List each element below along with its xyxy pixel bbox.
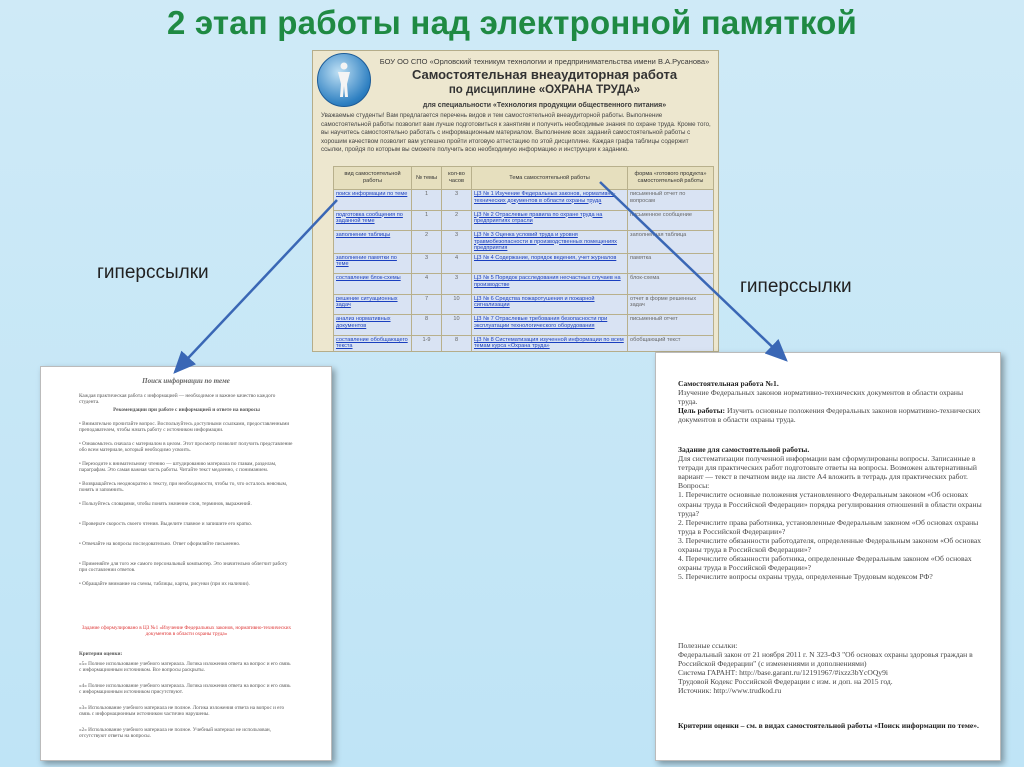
doc-left-criteria-item: «2» Использование учебного материала не полное. Учебный материал не использован, отсутствуют ответы на вопросы. bbox=[79, 727, 271, 740]
task-form: письменный отчет bbox=[628, 315, 714, 336]
doc-right-question: 3. Перечислите обязанности работодателя, определенные Федеральным законом «Об основах охраны труда в Российской Федерации»? bbox=[678, 535, 982, 555]
memo-discipline: по дисциплине «ОХРАНА ТРУДА» bbox=[448, 84, 641, 96]
memo-org: БОУ ОО СПО «Орловский техникум технологии и предпринимательства имени В.А.Русанова» bbox=[379, 57, 710, 66]
task-num: 7 bbox=[412, 294, 442, 315]
task-kind-link[interactable]: заполнение таблицы bbox=[334, 231, 412, 254]
task-num: 2 bbox=[412, 231, 442, 254]
task-kind-link[interactable]: составление блок-схемы bbox=[334, 274, 412, 295]
doc-right-links-label: Полезные ссылки: bbox=[678, 641, 738, 650]
memo-specialty: для специальности «Технология продукции общественного питания» bbox=[422, 102, 667, 109]
memo-title: Самостоятельная внеаудиторная работа bbox=[411, 67, 678, 82]
task-kind-link[interactable]: заполнение памятки по теме bbox=[334, 253, 412, 274]
col-header-topic: Тема самостоятельной работы bbox=[472, 167, 628, 190]
task-kind-link[interactable]: анализ нормативных документов bbox=[334, 315, 412, 336]
doc-left-criteria-item: «4» Полное использование учебного материала. Логика изложения ответа на вопрос и его связь с информационным источником присутствуют. bbox=[79, 683, 291, 696]
doc-right-work-sub: Изучение Федеральных законов нормативно-технических документов в области охраны труда. bbox=[678, 388, 964, 407]
col-header-form: форма «готового продукта» самостоятельной работы bbox=[628, 167, 714, 190]
doc-left-paragraph: • Внимательно прочитайте вопрос. Воспользуйтесь доступными ссылками, предоставленными преподавателем, чтобы начать работу с источником информации. bbox=[79, 421, 290, 434]
doc-left-paragraph: Каждая практическая работа с информацией — необходимое и важное качество каждого студента. bbox=[79, 393, 276, 406]
task-kind-link[interactable]: поиск информации по теме bbox=[334, 190, 412, 211]
doc-left-criteria-item: «3» Использование учебного материала не полное. Логика изложения ответа на вопрос и его связь с информационным источником частично нарушены. bbox=[79, 705, 285, 718]
hyperlinks-label-left: гиперссылки bbox=[97, 262, 209, 283]
task-form: письменный отчет по вопросам bbox=[628, 190, 714, 211]
doc-right-link: Трудовой Кодекс Российской Федерации с изм. и доп. на 2015 год. bbox=[678, 677, 893, 687]
task-kind-link[interactable]: решение ситуационных задач bbox=[334, 294, 412, 315]
doc-right-question: 4. Перечислите обязанности работника, определенные Федеральным законом «Об основах охраны труда в Российской Федерации»? bbox=[678, 554, 972, 573]
doc-right-criteria: Критерии оценки – см. в видах самостоятельной работы «Поиск информации по теме». bbox=[678, 721, 979, 730]
doc-left-criteria-title: Критерии оценки: bbox=[79, 651, 123, 657]
col-header-hours: кол-во часов bbox=[442, 167, 472, 190]
doc-right-link: Федеральный закон от 21 ноября 2011 г. N 323-ФЗ "Об основах охраны здоровья граждан в Российской Федерации" (с изменениями и дополнениями) bbox=[678, 650, 973, 669]
doc-left-criteria-item: «5» Полное использование учебного материала. Логика изложения ответа на вопрос и его связь с информационным источником. Все вопросы раскрыты. bbox=[79, 661, 291, 674]
doc-left-paragraph: • Отвечайте на вопросы последовательно. Ответ оформляйте письменно. bbox=[79, 541, 241, 547]
task-hours: 10 bbox=[442, 315, 472, 336]
task-num: 3 bbox=[412, 253, 442, 274]
task-form: памятка bbox=[628, 253, 714, 274]
col-header-kind: вид самостоятельной работы bbox=[334, 167, 412, 190]
task-hours: 2 bbox=[442, 210, 472, 231]
doc-left-title: Поиск информации по теме bbox=[142, 377, 230, 385]
doc-left-paragraph: • Обращайте внимание на схемы, таблицы, карты, рисунки (при их наличии). bbox=[79, 581, 250, 587]
task-topic-link[interactable]: ЦЗ № 7 Отраслевые требования безопасности при эксплуатации технологического оборудования bbox=[472, 315, 628, 336]
task-num: 4 bbox=[412, 274, 442, 295]
arrow-left bbox=[175, 200, 337, 372]
doc-right-task-title: Задание для самостоятельной работы. bbox=[678, 445, 810, 454]
doc-right-task-text: Для систематизации полученной информации вам сформулированы вопросы. Записанные в тетради для практических работ подготовьте ответы на вопросы. Возможен альтернативный вариант — текст в печатном виде на листе А4 вложить в тетрадь для практических работ. bbox=[678, 454, 977, 482]
task-hours: 3 bbox=[442, 231, 472, 254]
doc-left-paragraph: • Переходите к внимательному чтению — штудированию материала по главам, разделам, параграфам. Это самая важная часть работы. Читайте текст медленно, с пониманием. bbox=[79, 461, 277, 474]
doc-left-task: Задание сформулировано в ЦЗ №1 «Изучение Федеральных законов, нормативно-технических документов в области охраны труда» bbox=[81, 625, 292, 638]
task-topic-link[interactable]: ЦЗ № 3 Оценка условий труда и уровня травмобезопасности в производственных помещениях предприятия bbox=[472, 231, 628, 254]
doc-right-work-title: Самостоятельная работа №1. bbox=[678, 379, 779, 388]
task-form: обобщающий текст bbox=[628, 335, 714, 352]
task-topic-link[interactable]: ЦЗ № 1 Изучение Федеральных законов, нормативно-технических документов в области охраны труда bbox=[472, 190, 628, 211]
task-form: заполненная таблица bbox=[628, 231, 714, 254]
task-num: 1 bbox=[412, 190, 442, 211]
doc-right-link[interactable]: Система ГАРАНТ: http://base.garant.ru/12191967/#ixzz3bYcOQy9i bbox=[678, 668, 889, 678]
doc-right-goal-text: Изучить основные положения Федеральных законов нормативно-технических документов в области охраны труда. bbox=[678, 406, 981, 425]
task-hours: 3 bbox=[442, 190, 472, 211]
memo-intro: Уважаемые студенты! Вам предлагается перечень видов и тем самостоятельной внеаудиторной работы. Выполнение самостоятельной работы позволит вам лучше подготовиться к занятиям и получить необходимые знания по охране труда. Кроме того, вы научитесь самостоятельно работать с информационным материалом. Выполнение всех заданий самостоятельной работы с хорошим качеством позволит вам успешно пройти итоговую аттестацию по этой дисциплине. Каждая графа таблицы содержит ссылки, пройдя по которым вы сможете получить всю необходимую информацию и инструкции к заданию. bbox=[321, 112, 711, 153]
doc-left-paragraph: • Пользуйтесь словарями, чтобы понять значение слов, терминов, выражений. bbox=[79, 501, 252, 507]
task-num: 8 bbox=[412, 315, 442, 336]
task-kind-link[interactable]: составление обобщающего текста bbox=[334, 335, 412, 352]
task-topic-link[interactable]: ЦЗ № 2 Отраслевые правила по охране труда на предприятиях отрасли bbox=[472, 210, 628, 231]
task-num: 1-9 bbox=[412, 335, 442, 352]
task-topic-link[interactable]: ЦЗ № 8 Систематизация изученной информации по всем темам курса «Охрана труда» bbox=[472, 335, 628, 352]
slide-title: 2 этап работы над электронной памяткой bbox=[166, 4, 858, 41]
task-topic-link[interactable]: ЦЗ № 5 Порядок расследования несчастных случаев на производстве bbox=[472, 274, 628, 295]
doc-right-questions-label: Вопросы: bbox=[678, 481, 710, 491]
task-hours: 3 bbox=[442, 274, 472, 295]
hyperlinks-label-right: гиперссылки bbox=[740, 276, 852, 297]
doc-right-question: 2. Перечислите права работника, установленные Федеральным законом «Об основах охраны труда в Российской Федерации»? bbox=[678, 517, 979, 536]
arrow-right bbox=[600, 182, 786, 360]
task-topic-link[interactable]: ЦЗ № 6 Средства пожаротушения и пожарной сигнализации bbox=[472, 294, 628, 315]
task-hours: 4 bbox=[442, 253, 472, 274]
task-hours: 10 bbox=[442, 294, 472, 315]
task-hours: 8 bbox=[442, 335, 472, 352]
doc-left-paragraph: • Применяйте для того же самого персональный компьютер. Это значительно облегчит работу при составлении ответов. bbox=[79, 561, 288, 574]
doc-right-goal-label: Цель работы: bbox=[678, 406, 726, 416]
task-num: 1 bbox=[412, 210, 442, 231]
doc-left-paragraph: • Проверьте скорость своего чтения. Выделите главное и запишите его кратко. bbox=[79, 521, 253, 527]
task-kind-link[interactable]: подготовка сообщения по заданной теме bbox=[334, 210, 412, 231]
doc-left-paragraph: • Ознакомьтесь сначала с материалом в целом. Этот просмотр позволит получить представление обо всем материале, который необходимо усвоить. bbox=[79, 441, 293, 454]
doc-left-paragraph: Рекомендации при работе с информацией и ответе на вопросы bbox=[113, 407, 260, 413]
doc-right-link[interactable]: Источник: http://www.trudkod.ru bbox=[678, 686, 782, 696]
col-header-num: № темы bbox=[412, 167, 442, 190]
doc-left-paragraph: • Возвращайтесь неоднократно к тексту, при необходимости, чтобы то, что осталось неясным, понять и запомнить. bbox=[79, 481, 288, 494]
task-form: письменное сообщение bbox=[628, 210, 714, 231]
doc-right-question: 1. Перечислите основные положения установленного Федеральным законом «Об основах охраны труда в Российской Федерации» порядка регулирования отношений в области охраны труда? bbox=[678, 490, 982, 518]
task-form: отчет в форме решенных задач bbox=[628, 294, 714, 315]
task-form: блок-схема bbox=[628, 274, 714, 295]
doc-right-question: 5. Перечислите вопросы охраны труда, определенные Трудовым кодексом РФ? bbox=[678, 572, 933, 582]
task-topic-link[interactable]: ЦЗ № 4 Содержание, порядок ведения, учет журналов bbox=[472, 253, 628, 274]
